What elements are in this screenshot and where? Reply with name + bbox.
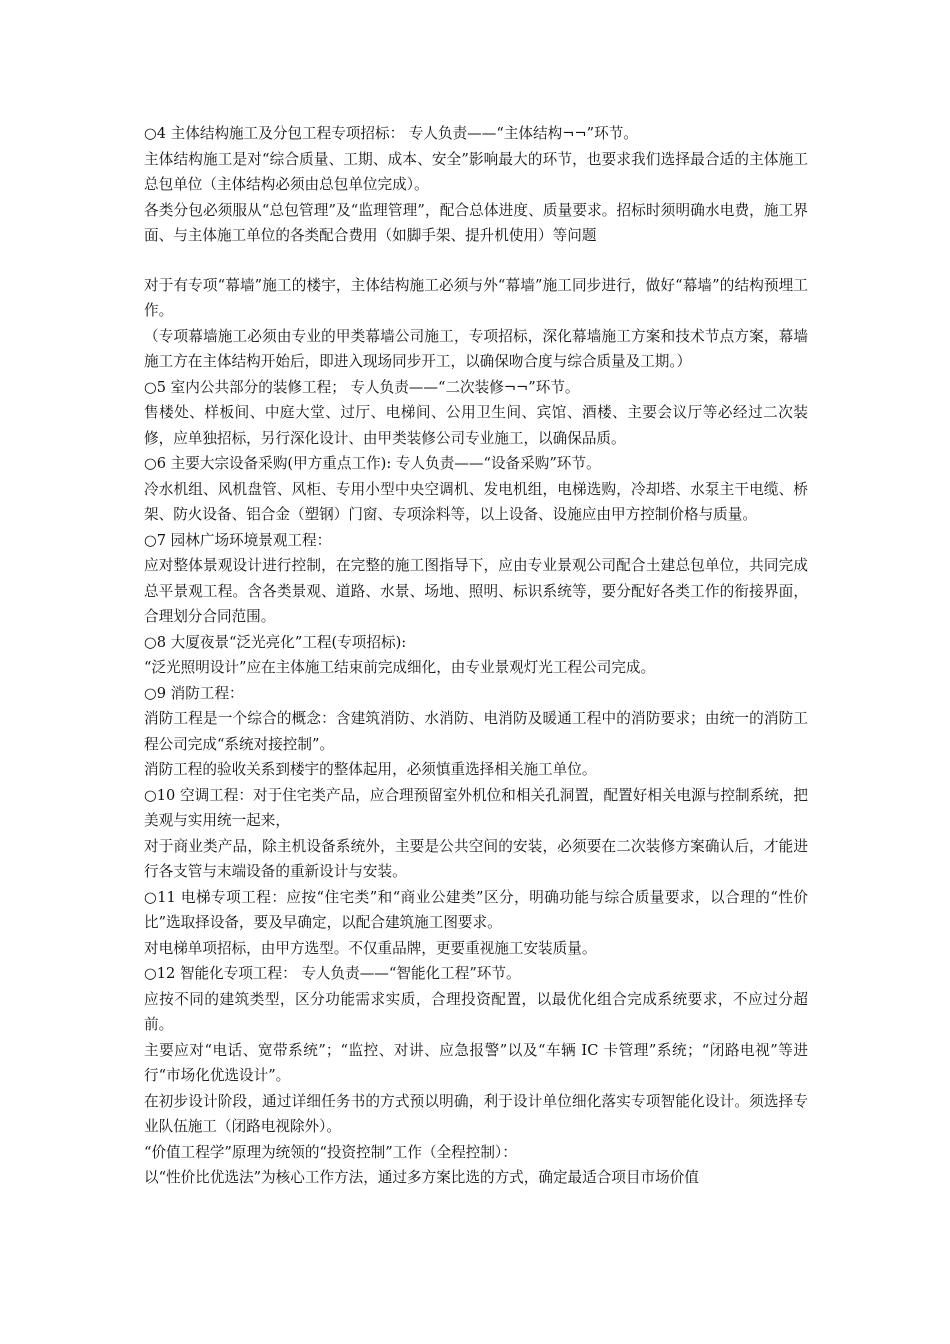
- paragraph-section-9-heading: ○9 消防工程：: [144, 684, 244, 702]
- paragraph-section-12-heading: ○12 智能化专项工程： 专人负责——“智能化工程”环节。: [144, 965, 521, 982]
- paragraph-floodlight: “泛光照明设计”应在主体施工结束前完成细化，由专业景观灯光工程公司完成。: [144, 659, 656, 676]
- paragraph-section-8-heading: ○8 大厦夜景“泛光亮化”工程(专项招标):: [144, 633, 407, 651]
- paragraph-section-7-heading: ○7 园林广场环境景观工程：: [144, 531, 332, 549]
- paragraph-preliminary-design: 在初步设计阶段，通过详细任务书的方式预以明确，利于设计单位细化落实专项智能化设计。须选择专业队伍施工（闭路电视除外）。: [144, 1092, 808, 1135]
- paragraph-cost-performance: 以“性价比优选法”为核心工作方法，通过多方案比选的方式，确定最适合项目市场价值: [144, 1169, 699, 1186]
- paragraph-section-11-heading: ○11 电梯专项工程：应按“住宅类”和“商业公建类”区分，明确功能与综合质量要求，以合理的“性价比”选取择设备，要及早确定，以配合建筑施工图要求。: [144, 888, 808, 931]
- blank-line: [144, 249, 808, 273]
- paragraph-landscape: 应对整体景观设计进行控制，在完整的施工图指导下，应由专业景观公司配合土建总包单位，共同完成总平景观工程。含各类景观、道路、水景、场地、照明、标识系统等，要分配好各类工作的衔接界面，合理划分合同范围。: [144, 557, 808, 625]
- paragraph-section-5-heading: ○5 室内公共部分的装修工程； 专人负责——“二次装修¬¬”环节。: [144, 378, 580, 396]
- paragraph-equipment: 冷水机组、风机盘管、风柜、专用小型中央空调机、发电机组，电梯选购，冷却塔、水泵主干电缆、桥架、防火设备、铝合金（塑钢）门窗、专项涂料等，以上设备、设施应由甲方控制价格与质量。: [144, 480, 808, 523]
- paragraph-main-structure: 主体结构施工是对“综合质量、工期、成本、安全”影响最大的环节，也要求我们选择最合适的主体施工总包单位（主体结构必须由总包单位完成）。: [144, 150, 808, 193]
- paragraph-subcontract: 各类分包必须服从“总包管理”及“监理管理”，配合总体进度、质量要求。招标时须明确水电费，施工界面、与主体施工单位的各类配合费用（如脚手架、提升机使用）等问题: [144, 201, 808, 244]
- paragraph-fire-acceptance: 消防工程的验收关系到楼宇的整体起用，必须慎重选择相关施工单位。: [144, 761, 597, 778]
- paragraph-section-10-heading: ○10 空调工程：对于住宅类产品，应合理预留室外机位和相关孔洞置，配置好相关电源与控制系统，把美观与实用统一起来，: [144, 786, 808, 829]
- paragraph-curtain-wall: 对于有专项“幕墙”施工的楼宇，主体结构施工必须与外“幕墙”施工同步进行，做好“幕墙”的结构预埋工作。: [144, 276, 808, 319]
- paragraph-commercial-ac: 对于商业类产品，除主机设备系统外，主要是公共空间的安装，必须要在二次装修方案确认后，才能进行各支管与末端设备的重新设计与安装。: [144, 837, 808, 880]
- paragraph-section-4-heading: ○4 主体结构施工及分包工程专项招标： 专人负责——“主体结构¬¬”环节。: [144, 125, 638, 142]
- document-page: [144, 121, 808, 1191]
- paragraph-elevator-tender: 对电梯单项招标，由甲方选型。不仅重品牌，更要重视施工安装质量。: [144, 939, 597, 957]
- paragraph-intelligent-config: 应按不同的建筑类型，区分功能需求实质，合理投资配置，以最优化组合完成系统要求，不应过分超前。: [144, 990, 808, 1033]
- paragraph-fire-protection: 消防工程是一个综合的概念：含建筑消防、水消防、电消防及暖通工程中的消防要求；由统一的消防工程公司完成“系统对接控制”。: [144, 710, 808, 753]
- paragraph-decoration: 售楼处、样板间、中庭大堂、过厅、电梯间、公用卫生间、宾馆、酒楼、主要会议厅等必经过二次装修，应单独招标，另行深化设计、由甲类装修公司专业施工，以确保品质。: [144, 404, 808, 447]
- paragraph-curtain-wall-note: （专项幕墙施工必须由专业的甲类幕墙公司施工，专项招标，深化幕墙施工方案和技术节点方案，幕墙施工方在主体结构开始后，即进入现场同步开工，以确保吻合度与综合质量及工期。）: [144, 327, 808, 370]
- paragraph-section-6-heading: ○6 主要大宗设备采购(甲方重点工作): 专人负责——“设备采购”环节。: [144, 455, 601, 472]
- paragraph-intelligent-systems: 主要应对“电话、宽带系统”；“监控、对讲、应急报警”以及“车辆 IC 卡管理”系统；“闭路电视”等进行“市场化优选设计”。: [144, 1041, 808, 1084]
- paragraph-value-engineering: “价值工程学”原理为统领的“投资控制”工作（全程控制）：: [144, 1143, 517, 1161]
